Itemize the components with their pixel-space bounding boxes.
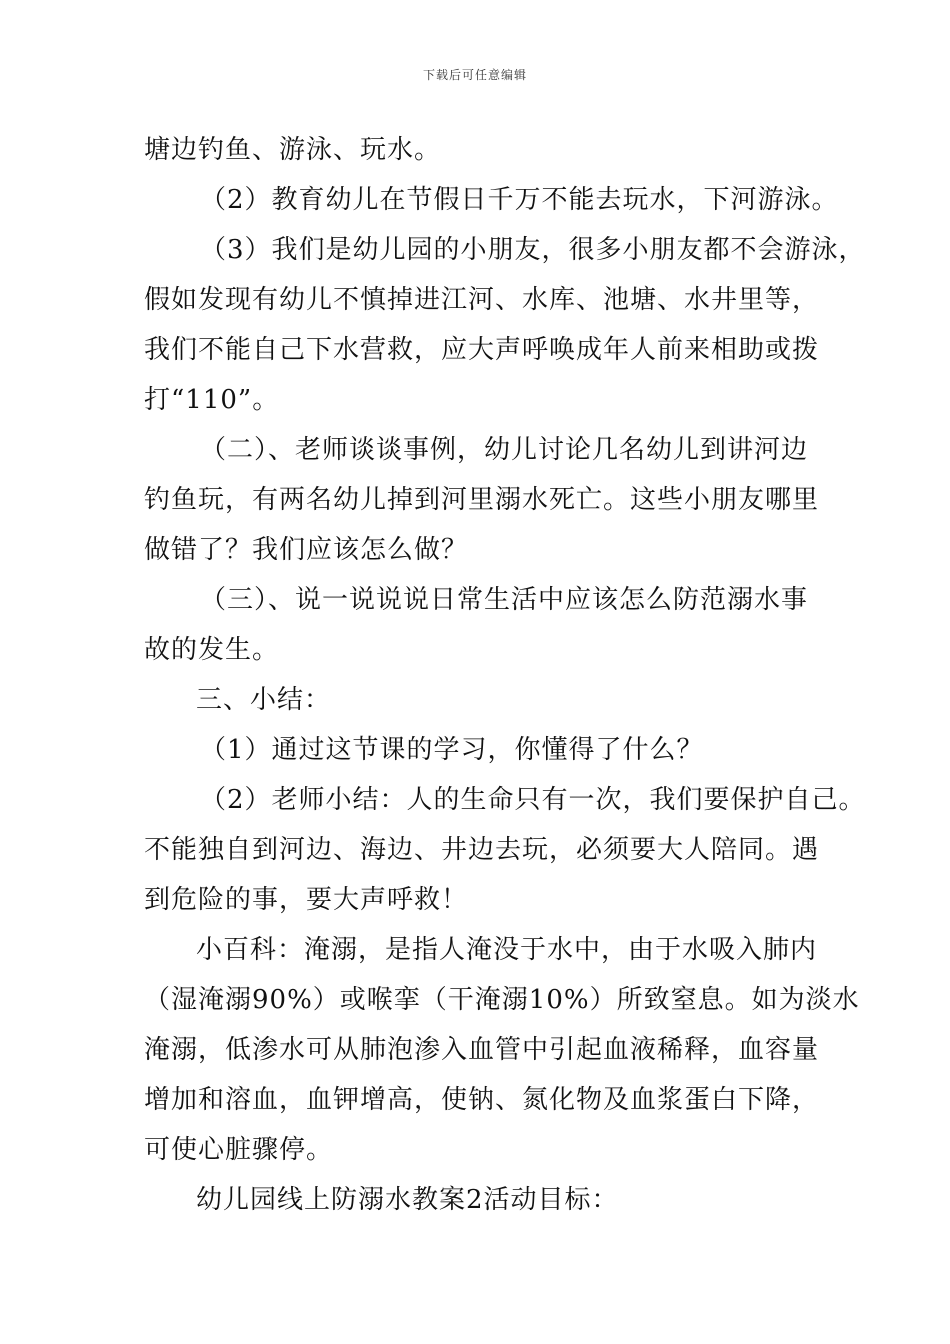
text-line: （2）老师小结：人的生命只有一次，我们要保护自己。 <box>200 785 866 815</box>
text-line: （1）通过这节课的学习，你懂得了什么？ <box>200 735 704 765</box>
text-line: 塘边钓鱼、游泳、玩水。 <box>144 135 442 165</box>
text-line: （三）、说一说说说日常生活中应该怎么防范溺水事 <box>200 585 809 615</box>
section-heading: 三、小结： <box>196 685 332 715</box>
text-line: 可使心脏骤停。 <box>144 1135 334 1165</box>
text-line: 增加和溶血，血钾增高，使钠、氮化物及血浆蛋白下降， <box>144 1085 820 1115</box>
text-line: 假如发现有幼儿不慎掉进江河、水库、池塘、水井里等， <box>144 285 820 315</box>
text-line: （湿淹溺90%）或喉挛（干淹溺10%）所致窒息。如为淡水 <box>144 985 860 1015</box>
text-line: 我们不能自己下水营救，应大声呼唤成年人前来相助或拨 <box>144 335 820 365</box>
text-line: 不能独自到河边、海边、井边去玩，必须要大人陪同。遇 <box>144 835 820 865</box>
text-line: 钓鱼玩，有两名幼儿掉到河里溺水死亡。这些小朋友哪里 <box>144 485 820 515</box>
text-line: 打“110”。 <box>144 385 280 415</box>
text-line: 小百科：淹溺，是指人淹没于水中，由于水吸入肺内 <box>196 935 818 965</box>
section-heading: 幼儿园线上防溺水教案2活动目标： <box>196 1185 619 1215</box>
text-line: 淹溺，低渗水可从肺泡渗入血管中引起血液稀释，血容量 <box>144 1035 820 1065</box>
text-line: 做错了？我们应该怎么做？ <box>144 535 469 565</box>
text-line: （2）教育幼儿在节假日千万不能去玩水，下河游泳。 <box>200 185 839 215</box>
page-header: 下载后可任意编辑 <box>422 68 527 82</box>
text-line: （二）、老师谈谈事例，幼儿讨论几名幼儿到讲河边 <box>200 435 809 465</box>
text-line: 到危险的事，要大声呼救！ <box>144 885 469 915</box>
text-line: （3）我们是幼儿园的小朋友，很多小朋友都不会游泳， <box>200 235 866 265</box>
text-line: 故的发生。 <box>144 635 280 665</box>
